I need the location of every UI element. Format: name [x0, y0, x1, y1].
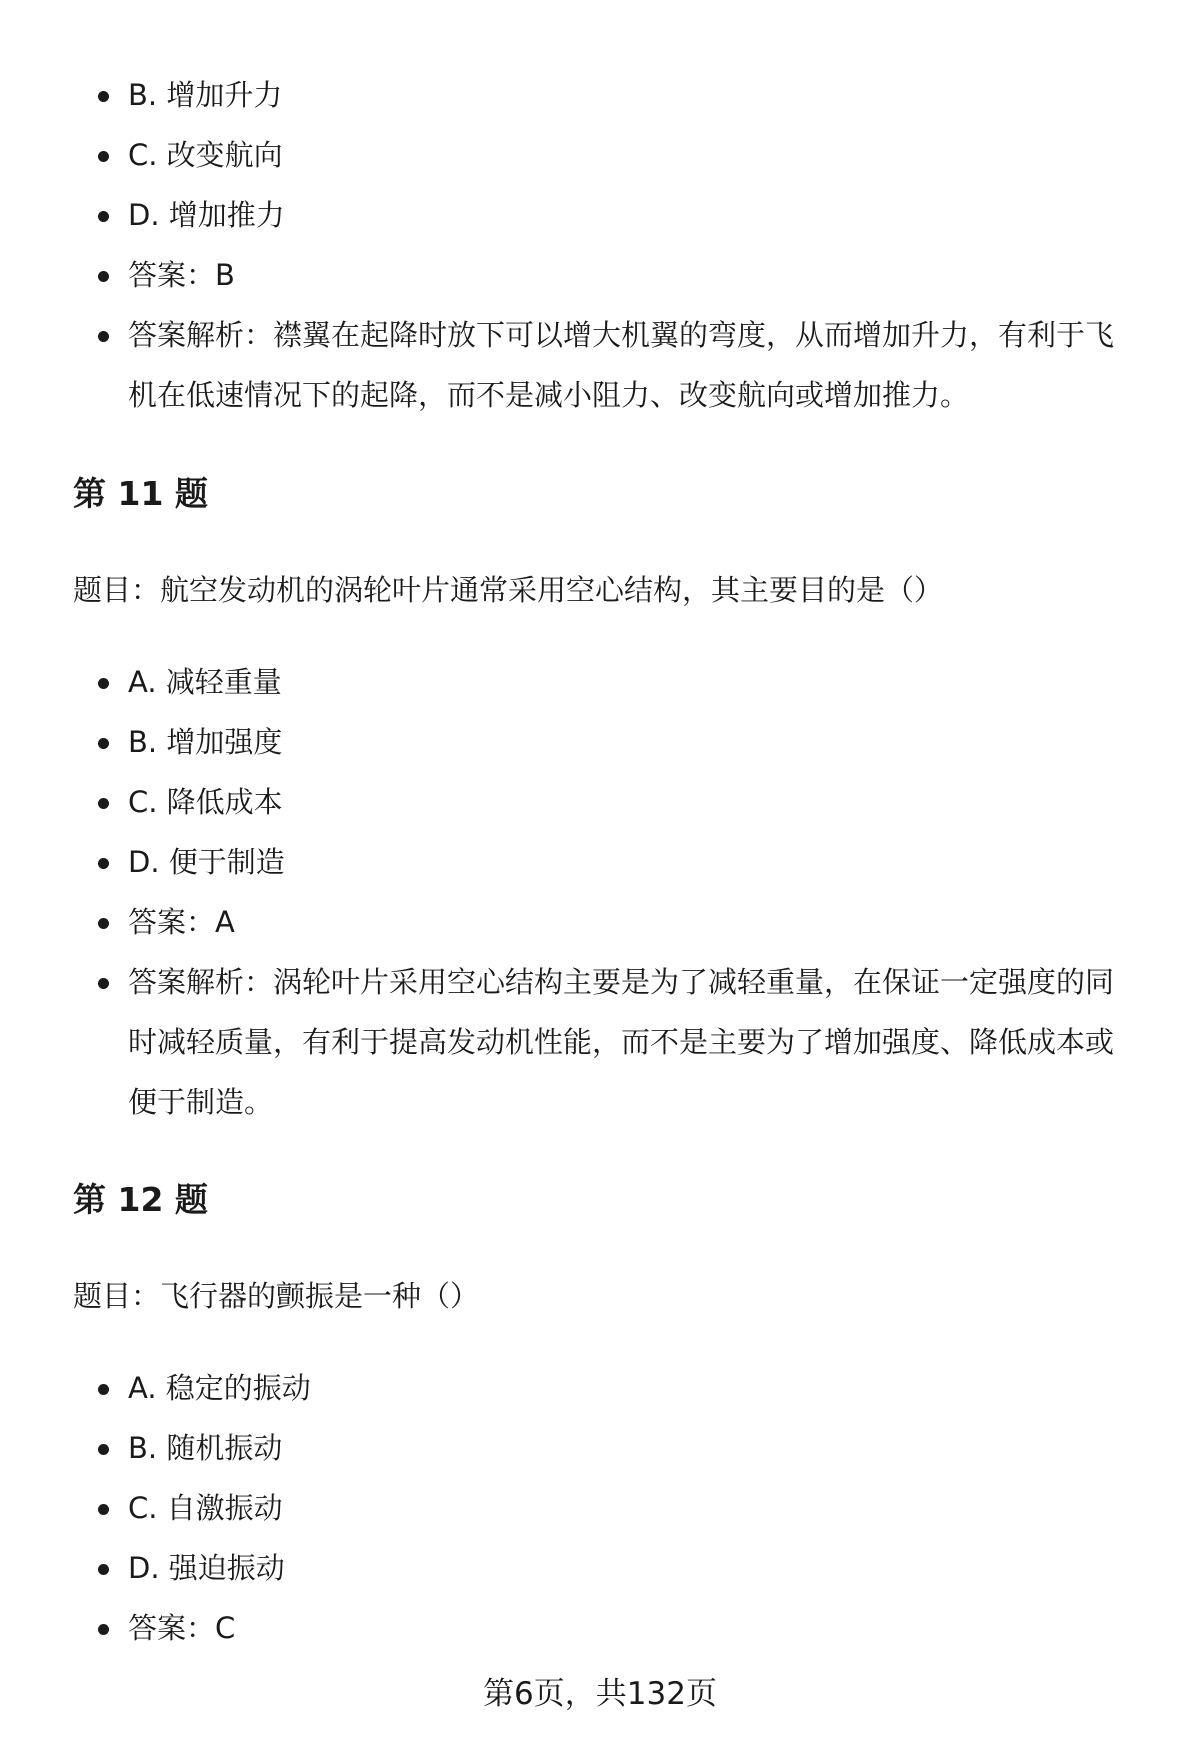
list-item: 答案：B [0, 245, 1200, 305]
question-text: 题目：飞行器的颤振是一种（） [73, 1279, 480, 1313]
answer-explanation: 答案解析：襟翼在起降时放下可以增大机翼的弯度，从而增加升力，有利于飞机在低速情况下的起降，而不是减小阻力、改变航向或增加推力。 [0, 305, 1200, 425]
page-footer: 第6页，共132页 [483, 1676, 717, 1712]
list-item: B. 增加强度 [0, 712, 1200, 772]
list-item: D. 强迫振动 [0, 1538, 1200, 1598]
list-item: 答案：A [0, 892, 1200, 952]
list-item: C. 降低成本 [0, 772, 1200, 832]
list-item: D. 增加推力 [0, 185, 1200, 245]
list-item: 答案：C [0, 1598, 1200, 1658]
q11-options-list [0, 652, 1200, 1132]
answer-explanation: 答案解析：涡轮叶片采用空心结构主要是为了减轻重量，在保证一定强度的同时减轻质量，有利于提高发动机性能，而不是主要为了增加强度、降低成本或便于制造。 [0, 952, 1200, 1132]
list-item: D. 便于制造 [0, 832, 1200, 892]
q10-continued-list [0, 65, 1200, 425]
list-item: C. 自激振动 [0, 1478, 1200, 1538]
list-item: B. 随机振动 [0, 1418, 1200, 1478]
list-item: C. 改变航向 [0, 125, 1200, 185]
question-text: 题目：航空发动机的涡轮叶片通常采用空心结构，其主要目的是（） [73, 573, 944, 607]
list-item: A. 减轻重量 [0, 652, 1200, 712]
question-heading: 第 12 题 [73, 1180, 208, 1219]
list-item: B. 增加升力 [0, 65, 1200, 125]
list-item: A. 稳定的振动 [0, 1358, 1200, 1418]
q12-options-list [0, 1358, 1200, 1658]
question-heading: 第 11 题 [73, 474, 208, 513]
